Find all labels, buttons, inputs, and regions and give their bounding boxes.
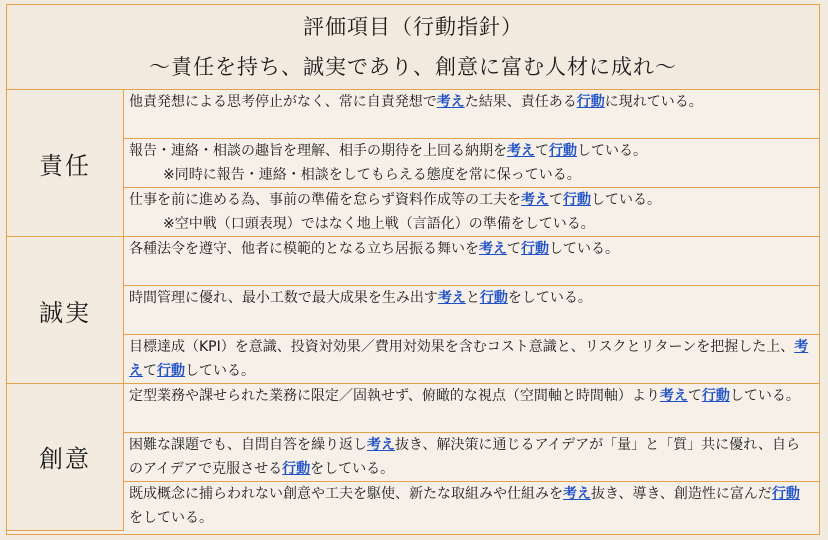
table-row [7,384,819,433]
criterion-segment: 各種法令を遵守、他者に模範的となる立ち居振る舞いを [129,241,479,257]
criterion-text [129,188,813,212]
criterion-cell [124,90,820,139]
criterion-note: ※同時に報告・連絡・相談をしてもらえる態度を常に保っている。 [163,167,581,183]
page-title: 評価項目（行動指針） [303,15,523,39]
criterion-segment: 定型業務や課せられた業務に限定／固執せず、俯瞰的な視点（空間軸と時間軸）より [129,388,660,404]
keyword-link[interactable]: 行動 [576,94,605,110]
criterion-cell [124,237,820,286]
criterion-segment: た結果、責任ある [464,94,577,110]
table-row [7,90,819,139]
keyword-link[interactable]: 行動 [157,363,185,379]
criterion-text [129,482,813,530]
keyword-link[interactable]: 考え [367,437,395,453]
criterion-segment: 困難な課題でも、自問自答を繰り返し [129,437,367,453]
criterion-text [129,286,813,310]
criterion-segment: している。 [591,192,661,208]
criterion-segment: 時間管理に優れ、最小工数で最大成果を生み出す [129,290,438,306]
criterion-segment: している。 [549,241,619,257]
keyword-link[interactable]: 行動 [282,461,311,477]
criterion-cell [124,188,820,237]
category-label: 創意 [7,384,124,531]
criteria-table [7,90,819,531]
keyword-link[interactable]: 考え [479,241,507,257]
keyword-link[interactable]: 行動 [479,290,508,306]
header [7,5,819,90]
criterion-segment: している。 [729,388,800,404]
keyword-link[interactable]: 考え [659,388,688,404]
keyword-link[interactable]: 行動 [549,143,577,159]
criterion-text [129,433,813,481]
criterion-text [129,237,813,261]
criterion-segment: をしている。 [310,461,395,477]
criterion-text [129,384,813,408]
criterion-cell [124,335,820,384]
criterion-segment: 抜き、解決策に通じるアイデアが「量」と「質」共に優れ、自らのアイデアで克服させる [129,437,801,477]
keyword-link[interactable]: 行動 [563,192,591,208]
criterion-cell [124,139,820,188]
criterion-text [129,335,813,383]
criterion-segment: て [687,388,702,404]
criterion-segment: をしている。 [507,290,592,306]
criterion-segment: て [549,192,563,208]
criterion-segment: 他責発想による思考停止がなく、常に自責発想で [129,94,437,110]
criterion-segment: 仕事を前に進める為、事前の準備を怠らず資料作成等の工夫を [129,192,521,208]
keyword-link[interactable]: 行動 [771,486,800,502]
criterion-segment: て [535,143,549,159]
criterion-segment: している。 [577,143,647,159]
table-row [7,482,819,531]
category-label: 責任 [7,90,124,237]
table-row [7,237,819,286]
criterion-cell [124,286,820,335]
criterion-text [129,90,813,114]
keyword-link[interactable]: 行動 [521,241,549,257]
keyword-link[interactable]: 考え [507,143,535,159]
criterion-text [129,139,813,163]
evaluation-sheet [6,4,820,535]
criterion-segment: て [143,363,157,379]
keyword-link[interactable]: 行動 [701,388,730,404]
criterion-segment: 既成概念に捕らわれない創意や工夫を駆使、新たな取組みや仕組みを [129,486,563,502]
criterion-cell [124,433,820,482]
table-row [7,286,819,335]
criterion-note: ※空中戦（口頭表現）ではなく地上戦（言語化）の準備をしている。 [163,216,595,232]
criterion-cell [124,384,820,433]
criterion-segment: と [465,290,480,306]
keyword-link[interactable]: 考え [563,486,591,502]
table-row [7,335,819,384]
criterion-segment: て [507,241,521,257]
page-subtitle: ～責任を持ち、誠実であり、創意に富む人材に成れ～ [149,55,677,79]
criterion-segment: している。 [185,363,255,379]
criterion-segment: に現れている。 [604,94,703,110]
keyword-link[interactable]: 考え [129,339,809,379]
keyword-link[interactable]: 考え [436,94,465,110]
keyword-link[interactable]: 考え [521,192,549,208]
criterion-segment: 抜き、導き、創造性に富んだ [591,486,772,502]
table-row [7,188,819,237]
criterion-cell [124,482,820,531]
criterion-segment: 目標達成（KPI）を意識、投資対効果／費用対効果を含むコスト意識と、リスクとリターンを把握した上、 [129,339,795,355]
category-label: 誠実 [7,237,124,384]
table-row [7,433,819,482]
keyword-link[interactable]: 考え [437,290,466,306]
table-row [7,139,819,188]
criterion-segment: 報告・連絡・相談の趣旨を理解、相手の期待を上回る納期を [129,143,507,159]
criterion-segment: をしている。 [129,510,213,526]
